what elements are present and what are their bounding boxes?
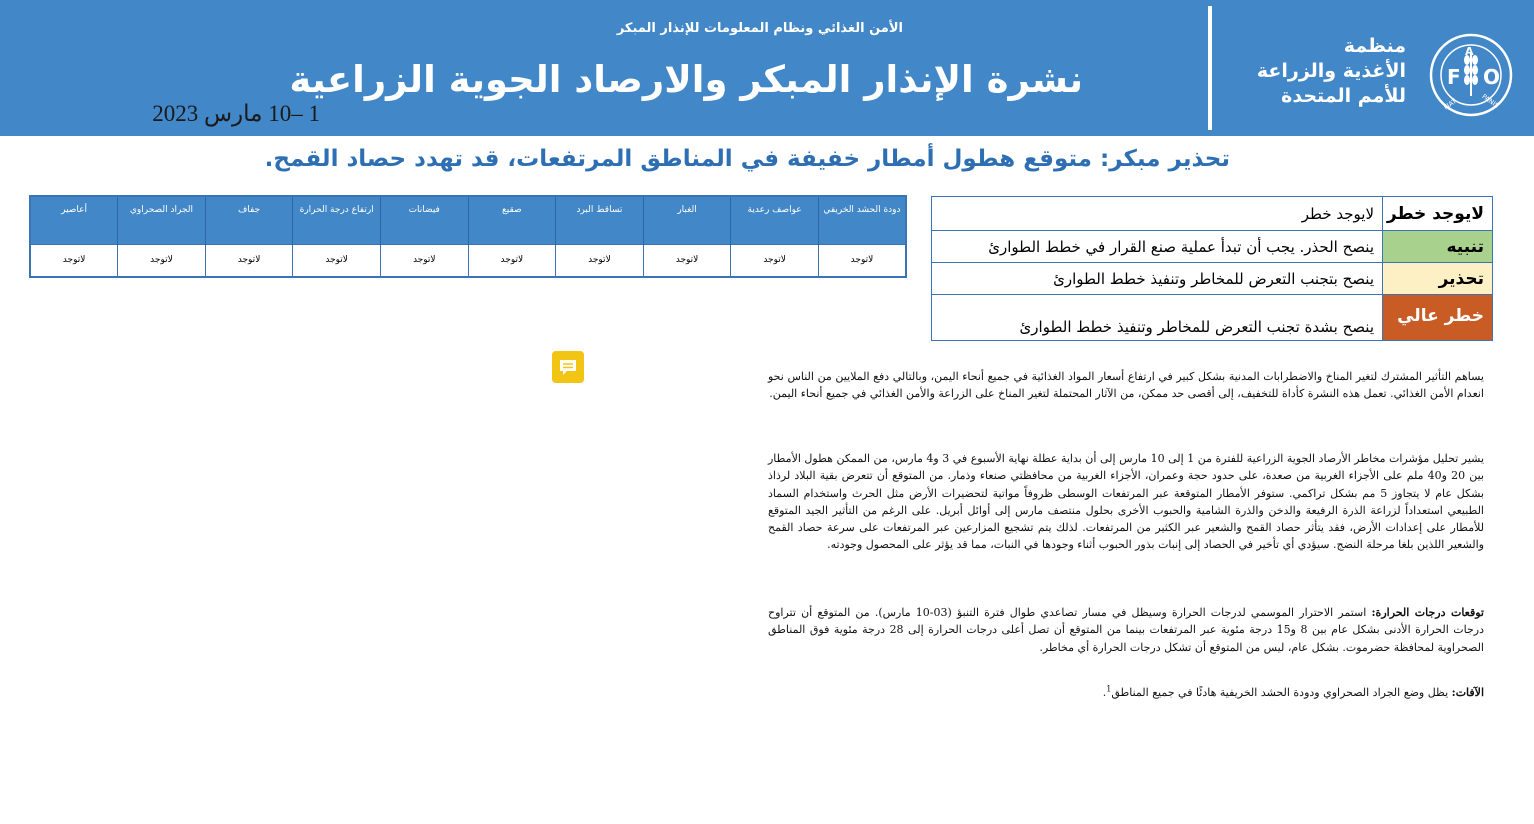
hazard-header-row (30, 196, 906, 244)
pests-heading: الآفات: (1451, 686, 1484, 699)
legend-desc-alert: ينصح الحذر. يجب أن تبدأ عملية صنع القرار في خطط الطوارئ (932, 231, 1383, 263)
temperature-text: استمر الاحترار الموسمي لدرجات الحرارة وسيظل في مسار تصاعدي طوال فترة التنبؤ (03-10 مارس). من المتوقع أن تتراوح درجات الحرارة الأدنى بشكل عام بين 8 و15 درجة مئوية عبر المرتفعات بينما من المتوقع أن تصل أعلى درجات الحرارة إلى 28 درجة مئوية فوق المناطق الصحراوية لمحافظة حضرموت. بشكل عام، ليس من المتوقع أن تشكل درجات الحرارة أي مخاطر. (768, 606, 1485, 654)
hazard-value-cell: لاتوجد (293, 244, 381, 277)
legend-key-no-risk: لايوجد خطر (1383, 197, 1493, 231)
hazard-header-cell: الجراد الصحراوي (118, 196, 206, 244)
svg-text:F: F (1447, 65, 1461, 89)
organization-name (1226, 34, 1406, 109)
comment-icon[interactable] (552, 351, 584, 383)
bulletin-title: نشرة الإنذار المبكر والارصاد الجوية الزراعية (289, 58, 1083, 101)
hazard-value-row (30, 244, 906, 277)
hazard-header-cell: أعاصير (30, 196, 118, 244)
org-name-line-3: للأمم المتحدة (1281, 85, 1406, 107)
analysis-paragraph: يشير تحليل مؤشرات مخاطر الأرصاد الجوية الزراعية للفترة من 1 إلى 10 مارس إلى أن بداية عطلة نهاية الأسبوع في 3 و4 مارس، من الممكن هطول الأمطار بين 20 و40 ملم على الأجزاء الغربية من صعدة، على حدود حجة وعمران، الأجزاء الغربية من محافظتي صنعاء وذمار. من المتوقع أن تتعرض بقية البلاد لرذاذ بشكل عام لا يتجاوز 5 مم بشكل تراكمي. ستوفر الأمطار المتوقعة عبر المرتفعات الوسطى ظروفاً مواتية لتحضيرات الأرض مثل الحرث واستخدام السماد الطبيعي استعداداً لزراعة الذرة الرفيعة والدخن والذرة الشامية والحبوب الأخرى بحلول منتصف مارس إلى أوائل أبريل. على الرغم من التأثير الجيد المتوقع للأمطار على إعدادات الأرض، فقد يتأثر حصاد القمح والشعير عبر الكثير من المرتفعات. لذلك يتم تشجيع المزارعين عبر المرتفعات على سرعة حصاد القمح والشعير اللذين بلغا مرحلة النضج. سيؤدي أي تأخير في الحصاد إلى إنبات بذور الحبوب أثناء وجودها في النبات، مما قد يؤثر على المحصول وجودته. (768, 452, 1485, 552)
hazard-header-cell: فيضانات (380, 196, 468, 244)
warning-headline: تحذير مبكر: متوقع هطول أمطار خفيفة في المناطق المرتفعات، قد تهدد حصاد القمح. (264, 146, 1230, 172)
header-subtitle: الأمن الغذائي ونظام المعلومات للإنذار المبكر (616, 21, 903, 36)
pests-text-end: . (1102, 686, 1107, 699)
temperature-paragraph (768, 604, 1484, 656)
org-name-line-2: الأغذية والزراعة (1256, 60, 1406, 82)
hazard-value-cell: لاتوجد (731, 244, 819, 277)
legend-desc-warning: ينصح بتجنب التعرض للمخاطر وتنفيذ خطط الطوارئ (932, 263, 1383, 295)
bulletin-date-range: 1 –10 مارس 2023 (152, 101, 320, 126)
hazard-table (29, 195, 907, 278)
legend-key-high-risk: خطر عالي (1383, 295, 1493, 341)
legend-row-alert (932, 231, 1493, 263)
hazard-header-cell: صقيع (468, 196, 556, 244)
org-name-line-1: منظمة (1343, 35, 1406, 57)
legend-row-warning (932, 263, 1493, 295)
fao-logo-icon (1428, 32, 1514, 118)
hazard-value-cell: لاتوجد (380, 244, 468, 277)
logo-letter-a: A (1465, 45, 1474, 58)
hazard-header-cell: تساقط البرد (556, 196, 644, 244)
hazard-value-cell: لاتوجد (30, 244, 118, 277)
risk-legend-table (931, 196, 1493, 341)
hazard-value-cell: لاتوجد (556, 244, 644, 277)
intro-paragraph: يساهم التأثير المشترك لتغير المناخ والاضطرابات المدنية بشكل كبير في ارتفاع أسعار المواد الغذائية في جميع أنحاء اليمن، وبالتالي دفع الملايين من الناس نحو انعدام الأمن الغذائي. تعمل هذه النشرة كأداة للتخفيف، إلى أقصى حد ممكن، من الآثار المحتملة لتغير المناخ على الزراعة والأمن الغذائي في جميع أنحاء اليمن. (768, 370, 1484, 401)
hazard-value-cell: لاتوجد (205, 244, 293, 277)
hazard-value-cell: لاتوجد (643, 244, 731, 277)
svg-text:PANIS: PANIS (1480, 92, 1501, 110)
hazard-value-cell: لاتوجد (818, 244, 906, 277)
legend-desc-no-risk: لايوجد خطر (932, 197, 1383, 231)
hazard-header-cell: جفاف (205, 196, 293, 244)
temperature-heading: توقعات درجات الحرارة: (1371, 606, 1484, 619)
legend-key-alert: تنبيه (1383, 231, 1493, 263)
legend-desc-high-risk: ينصح بشدة تجنب التعرض للمخاطر وتنفيذ خطط الطوارئ (932, 295, 1383, 341)
header-banner (0, 0, 1534, 136)
header-divider (1208, 6, 1212, 130)
hazard-header-cell: ارتفاع درجة الحرارة (293, 196, 381, 244)
hazard-header-cell: دودة الحشد الخريفي (818, 196, 906, 244)
hazard-header-cell: عواصف رعدية (731, 196, 819, 244)
pests-paragraph (768, 684, 1484, 701)
legend-row-high-risk (932, 295, 1493, 341)
pests-text: يظل وضع الجراد الصحراوي ودودة الحشد الخريفية هادئًا في جميع المناطق (1111, 686, 1452, 699)
legend-key-warning: تحذير (1383, 263, 1493, 295)
hazard-value-cell: لاتوجد (468, 244, 556, 277)
svg-text:FIAT: FIAT (1442, 97, 1459, 112)
hazard-value-cell: لاتوجد (118, 244, 206, 277)
svg-text:O: O (1483, 65, 1501, 89)
hazard-header-cell: الغبار (643, 196, 731, 244)
footnote-marker[interactable]: 1 (1106, 684, 1112, 694)
legend-row-no-risk (932, 197, 1493, 231)
